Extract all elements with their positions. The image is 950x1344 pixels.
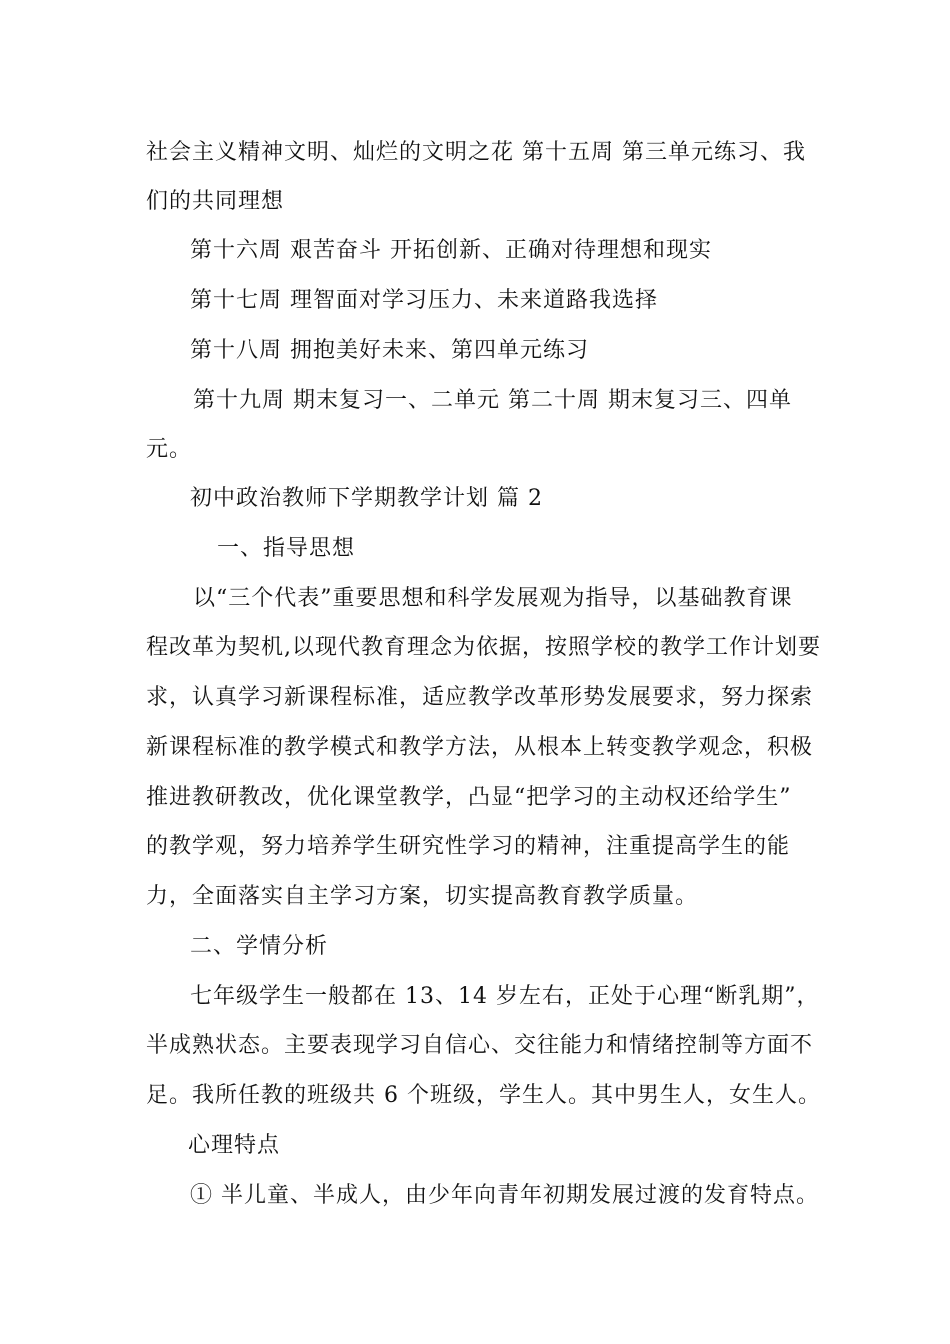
text-line: 们的共同理想 xyxy=(146,189,285,214)
text-line: 社会主义精神文明、灿烂的文明之花 第十五周 第三单元练习、我 xyxy=(146,140,806,165)
text-line: 第十九周 期末复习一、二单元 第二十周 期末复习三、四单 xyxy=(193,388,792,413)
text-line: 半成熟状态。主要表现学习自信心、交往能力和情绪控制等方面不 xyxy=(146,1033,814,1058)
subheading: 心理特点 xyxy=(188,1133,281,1158)
text-line: 第十六周 艰苦奋斗 开拓创新、正确对待理想和现实 xyxy=(190,238,712,263)
section-heading: 一、指导思想 xyxy=(217,536,356,561)
text-line: 第十八周 拥抱美好未来、第四单元练习 xyxy=(190,338,589,363)
text-line: 求，认真学习新课程标准，适应教学改革形势发展要求，努力探索 xyxy=(146,685,814,710)
text-line: 的教学观，努力培养学生研究性学习的精神，注重提高学生的能 xyxy=(146,834,791,859)
text-line: 第十七周 理智面对学习压力、未来道路我选择 xyxy=(190,288,658,313)
text-line: 足。我所任教的班级共 6 个班级，学生人。其中男生人，女生人。 xyxy=(146,1083,821,1108)
section-heading: 初中政治教师下学期教学计划 篇 2 xyxy=(190,486,543,511)
section-heading: 二、学情分析 xyxy=(190,934,329,959)
text-line: 力，全面落实自主学习方案，切实提高教育教学质量。 xyxy=(146,884,699,909)
text-line: 七年级学生一般都在 13、14 岁左右，正处于心理“断乳期”， xyxy=(190,984,820,1009)
text-line: ① 半儿童、半成人，由少年向青年初期发展过渡的发育特点。 xyxy=(190,1183,819,1208)
text-line: 程改革为契机,以现代教育理念为依据，按照学校的教学工作计划要 xyxy=(146,635,821,660)
text-line: 元。 xyxy=(146,437,193,462)
text-line: 以“三个代表”重要思想和科学发展观为指导，以基础教育课 xyxy=(193,586,793,611)
text-line: 新课程标准的教学模式和教学方法，从根本上转变教学观念，积极 xyxy=(146,735,814,760)
text-line: 推进教研教改，优化课堂教学，凸显“把学习的主动权还给学生” xyxy=(146,785,792,810)
